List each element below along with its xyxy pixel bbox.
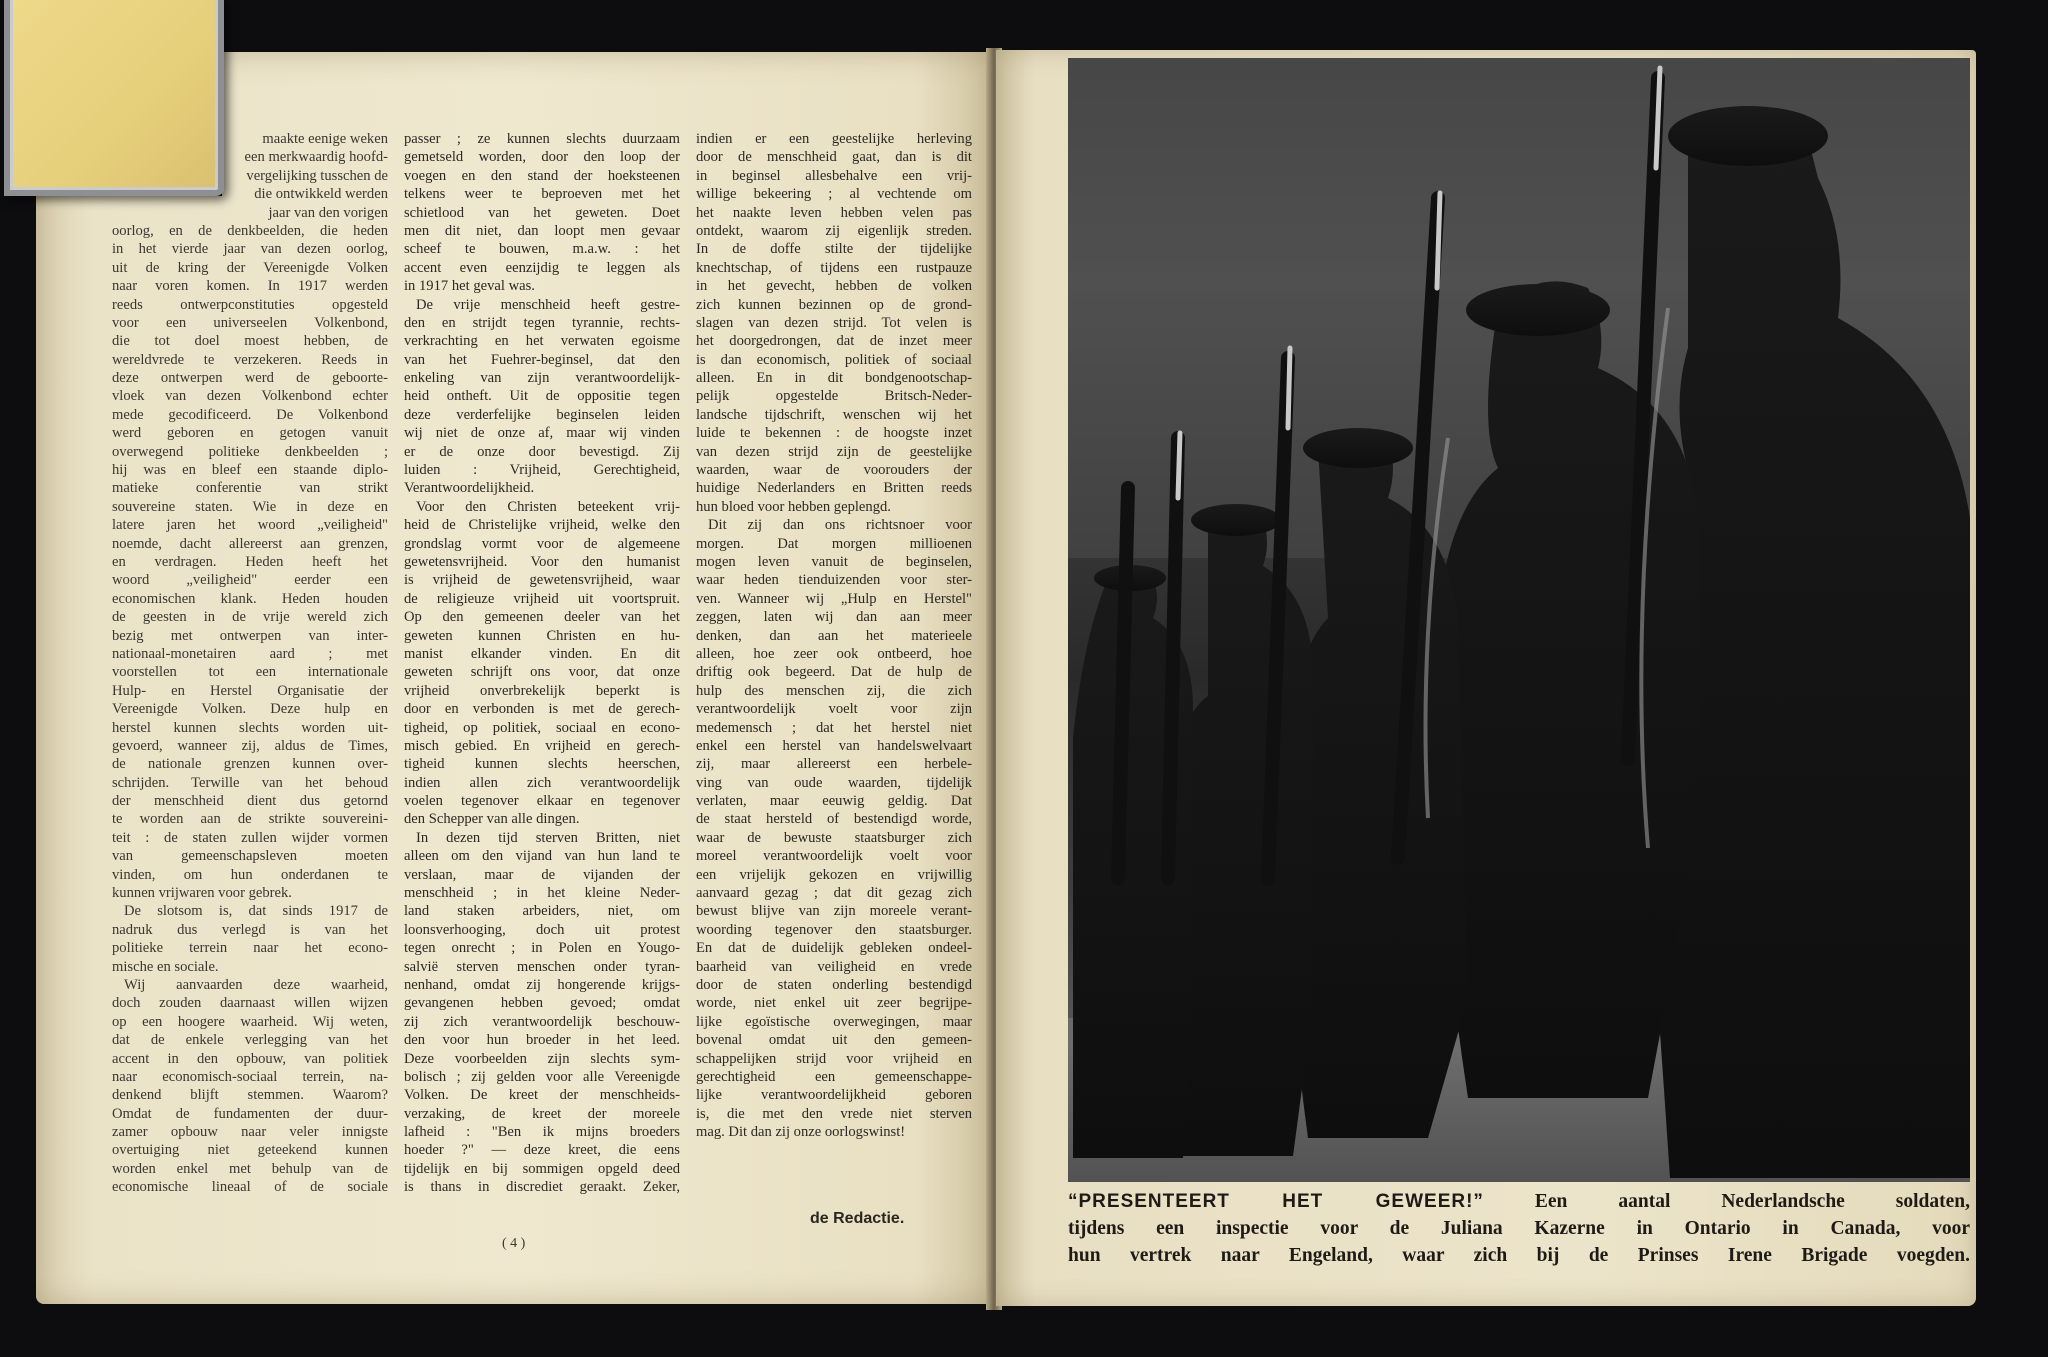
text-line: En dat de duidelijk gebleken ondeel- (696, 940, 972, 957)
text-line: vrijheid onverbrekelijk beperkt is (404, 682, 680, 699)
text-column-2 (404, 130, 680, 1197)
text-line: door de menschheid gaat, dan is dit (696, 149, 972, 166)
text-line: aanvaard gezag ; dat dit gezag zich (696, 885, 972, 902)
text-line: misch gebied. En vrijheid en gerech- (404, 737, 680, 754)
text-line: overtuiging niet geteekend kunnen (112, 1142, 388, 1159)
text-line: huidige Nederlanders en Britten reeds (696, 480, 972, 497)
text-line: gewetensvrijheid. Voor den humanist (404, 553, 680, 570)
text-line: heid ontheft. Uit de oppositie tegen (404, 388, 680, 405)
text-line: waar de bewuste staatsburger zich (696, 829, 972, 846)
text-line: Dit zij dan ons richtsnoer voor (708, 517, 972, 534)
text-line: is thans in discrediet geraakt. Zeker, (404, 1179, 680, 1196)
text-line: den Schepper van alle dingen. (404, 811, 580, 828)
text-line: gevangenen hebben gevoed; omdat (404, 995, 680, 1012)
caption-headline: “PRESENTEERT HET GEWEER!” (1068, 1191, 1484, 1212)
text-line: willige bekeering ; al vechtende om (696, 186, 972, 203)
text-line: schappelijken strijd voor vrijheid en (696, 1050, 972, 1067)
text-line: bezig met ontwerpen van inter- (112, 627, 388, 644)
text-line: tigheid, op politiek, sociaal en econo- (404, 719, 680, 736)
text-line: salvië sterven menschen onder tyran- (404, 958, 680, 975)
text-line: slagen van dezen strijd. Tot velen is (696, 314, 972, 331)
text-line: hoeder ?" — deze kreet, die eens (404, 1142, 680, 1159)
text-line: zij zich verantwoordelijk beschouw- (404, 1013, 680, 1030)
text-line: maakte eenige weken (262, 131, 388, 147)
sticker-frame (4, 0, 224, 196)
text-line: dat de enkele verlegging van het (112, 1032, 388, 1049)
text-line: der menschheid dient dus getornd (112, 793, 388, 810)
text-line: verkrachting en het verwaten egoisme (404, 333, 680, 350)
text-line: verzaking, de kreet der moreele (404, 1105, 680, 1122)
text-line: doch zouden daarnaast willen wijzen (112, 995, 388, 1012)
text-line: In dezen tijd sterven Britten, niet (416, 829, 680, 846)
text-line: noemde, dacht allereerst aan grenzen, (112, 535, 388, 552)
text-line: hun bloed voor hebben geplengd. (696, 498, 891, 515)
text-line: in beginsel allesbehalve een vrij- (696, 167, 972, 184)
text-line: nadruk dus verlegd is van het (112, 921, 388, 938)
text-line: bolisch ; zij gelden voor alle Vereenigde (404, 1068, 680, 1085)
text-line: overwegend politieke denkbeelden ; (112, 443, 388, 460)
text-line: vloek van dezen Volkenbond echter (112, 388, 388, 405)
text-line: Deze voorbeelden zijn slechts sym- (404, 1050, 680, 1067)
text-line: naar voren komen. In 1917 werden (112, 278, 388, 295)
text-line: deze verderfelijke beginselen leiden (404, 406, 680, 423)
text-line: geweten kunnen Christen en hu- (404, 627, 680, 644)
text-line: indien er een geestelijke herleving (696, 131, 972, 147)
text-line: wereldvrede te verzekeren. Reeds in (112, 351, 388, 368)
text-line: de geesten in de vrije wereld zich (112, 609, 388, 626)
soldiers-photograph (1068, 58, 1970, 1182)
text-line: voorstellen tot een internationale (112, 664, 388, 681)
text-line: vinden, om hun onderdanen te (112, 866, 388, 883)
right-page (996, 50, 1976, 1306)
text-line: een merkwaardig hoofd- (244, 149, 388, 166)
text-line: men dit niet, dan loopt men gevaar (404, 222, 680, 239)
text-line: van dezen strijd zijn de geestelijke (696, 443, 972, 460)
text-line: land staken arbeiders, niet, om (404, 903, 680, 920)
text-line: de nationale grenzen kunnen over- (112, 756, 388, 773)
text-line: denken, dan aan het materieele (696, 627, 972, 644)
text-line: gerechtigheid een gemeenschappe- (696, 1068, 972, 1085)
yellow-sticker-holder (0, 0, 222, 196)
text-line: schrijden. Terwille van het behoud (112, 774, 388, 791)
caption-line: hun vertrek naar Engeland, waar zich bij de Prinses Irene Brigade voegden. (1068, 1245, 1970, 1266)
text-line: alleen, hoe zeer ook ontbeerd, hoe (696, 645, 972, 662)
text-line: woording tegenover den staatsburger. (696, 921, 972, 938)
text-line: zich kunnen bezinnen op de grond- (696, 296, 972, 313)
text-column-1 (112, 130, 388, 1197)
text-line: deze ontwerpen werd de geboorte- (112, 370, 388, 387)
text-line: ving van oude waarden, tijdelijk (696, 774, 972, 791)
text-line: loonsverhooging, doch uit protest (404, 921, 680, 938)
text-line: voor een universeelen Volkenbond, (112, 314, 388, 331)
text-line: verlaten, maar eeuwig geldig. Dat (696, 793, 972, 810)
text-line: herstel kunnen slechts worden uit- (112, 719, 388, 736)
text-line: den en strijdt tegen tyrannie, rechts- (404, 314, 680, 331)
text-line: het naakte leven hebben velen pas (696, 204, 972, 221)
text-line: accent even eenzijdig te leggen als (404, 259, 680, 276)
text-line: die ontwikkeld werden (254, 186, 388, 203)
text-line: er de onze door bevestigd. Zij (404, 443, 680, 460)
text-line: tigheid kunnen slechts heerschen, (404, 756, 680, 773)
text-line: lafheid : "Ben ik mijns broeders (404, 1124, 680, 1141)
text-line: nenhand, omdat zij hongerende krijgs- (404, 976, 680, 993)
text-line: bovenal omdat uit den gemeen- (696, 1032, 972, 1049)
text-line: door en verbonden is met de gerech- (404, 701, 680, 718)
text-line: werd geboren en getogen vanuit (112, 425, 388, 442)
text-line: mede gecodificeerd. De Volkenbond (112, 406, 388, 423)
caption-text: Een aantal Nederlandsche soldaten, (1534, 1191, 1970, 1212)
text-line: indien allen zich verantwoordelijk (404, 774, 680, 791)
text-line: enkeling van zijn verantwoordelijk- (404, 370, 680, 387)
text-line: naar economisch-sociaal terrein, na- (112, 1068, 388, 1085)
text-line: vergelijking tusschen de (246, 167, 388, 184)
text-line: zamer opbouw naar veler innigste (112, 1124, 388, 1141)
text-line: uit de kring der Vereenigde Volken (112, 259, 388, 276)
text-line: te worden aan de strikte souvereini- (112, 811, 388, 828)
text-line: luiden : Vrijheid, Gerechtigheid, (404, 462, 680, 479)
text-line: is vrijheid de gewetensvrijheid, waar (404, 572, 680, 589)
editorial-signature: de Redactie. (810, 1210, 905, 1227)
text-line: Op den gemeenen deeler van het (404, 609, 680, 626)
text-line: de religieuze vrijheid uit voortspruit. (404, 590, 680, 607)
caption-line: tijdens een inspectie voor de Juliana Kazerne in Ontario in Canada, voor (1068, 1218, 1970, 1239)
text-line: luide te bekennen : de hoogste inzet (696, 425, 972, 442)
text-line: hulp des menschen zij, die zich (696, 682, 972, 699)
text-line: gemetseld worden, door den loop der (404, 149, 680, 166)
text-line: knechtschap, of tijdens een rustpauze (696, 259, 972, 276)
text-line: ven. Wanneer wij „Hulp en Herstel" (696, 590, 972, 607)
text-line: Hulp- en Herstel Organisatie der (112, 682, 388, 699)
text-line: de staat hersteld of bestendigd worde, (696, 811, 972, 828)
text-line: lijke egoïstische overwegingen, maar (696, 1013, 972, 1030)
text-line: accent in den opbouw, van politiek (112, 1050, 388, 1067)
text-line: Wij aanvaarden deze waarheid, (124, 976, 388, 993)
text-line: en verdragen. Heden heeft het (112, 553, 388, 570)
text-line: tijdelijk en bij sommigen opgeld deed (404, 1160, 680, 1177)
text-line: alleen om den vijand van hun land te (404, 848, 680, 865)
text-line: menschheid ; in het kleine Neder- (404, 885, 680, 902)
text-line: morgen. Dat morgen millioenen (696, 535, 972, 552)
text-line: In de doffe stilte der tijdelijke (696, 241, 972, 258)
text-line: waarden, waar de voorouders der (696, 462, 972, 479)
text-line: verslaan, maar de vijanden der (404, 866, 680, 883)
text-line: grondslag vormt voor de algemeene (404, 535, 680, 552)
text-line: latere jaren het woord „veiligheid" (112, 517, 388, 534)
text-line: zij, maar allereerst een herbele- (696, 756, 972, 773)
text-line: worde, niet enkel uit zeer begrijpe- (696, 995, 972, 1012)
text-line: in het gevecht, hebben de volken (696, 278, 972, 295)
text-line: door de staten onderling bestendigd (696, 976, 972, 993)
text-line: Vereenigde Volken. Deze hulp en (112, 701, 388, 718)
text-line: is dan economisch, politiek of sociaal (696, 351, 972, 368)
text-line: verantwoordelijk voelt voor zijn (696, 701, 972, 718)
text-line: telkens weer te beproeven met het (404, 186, 680, 203)
text-line: driftig ook begeerd. Dat de hulp de (696, 664, 972, 681)
text-line: Omdat de fundamenten der duur- (112, 1105, 388, 1122)
text-line: medemensch ; dat het herstel niet (696, 719, 972, 736)
text-line: Voor den Christen beteekent vrij- (416, 498, 680, 515)
page-number: ( 4 ) (502, 1236, 526, 1251)
left-page (36, 52, 992, 1304)
text-line: matieke conferentie van strikt (112, 480, 388, 497)
text-line: ontdekt, waarom zij eigenlijk streden. (696, 222, 972, 239)
text-line: den voor hun broeder in het leed. (404, 1032, 680, 1049)
text-line: economischen klank. Heden houden (112, 590, 388, 607)
text-line: bewust blijve van zijn moreele verant- (696, 903, 972, 920)
text-line: het doorgedrongen, dat de inzet meer (696, 333, 972, 350)
text-line: worden enkel met behulp van de (112, 1160, 388, 1177)
text-line: zeggen, laten wij dan aan meer (696, 609, 972, 626)
text-line: manist elkander vinden. En dit (404, 645, 680, 662)
text-line: pelijk opgestelde Britsch-Neder- (696, 388, 972, 405)
text-line: economische lineaal of de sociale (112, 1179, 388, 1196)
text-line: in 1917 het geval was. (404, 278, 535, 295)
text-line: waar heden tienduizenden voor ster- (696, 572, 972, 589)
soldiers-silhouettes (1068, 58, 1970, 1182)
text-line: nationaal-monetairen aard ; met (112, 645, 388, 662)
text-line: heid de Christelijke vrijheid, welke den (404, 517, 680, 534)
text-line: voelen tegenover elkaar en tegenover (404, 793, 680, 810)
text-line: hij was en bleef een staande diplo- (112, 462, 388, 479)
text-line: in het vierde jaar van dezen oorlog, (112, 241, 388, 258)
text-line: gevoerd, wanneer zij, aldus de Times, (112, 737, 388, 754)
text-line: mische en sociale. (112, 958, 219, 975)
text-line: souvereine staten. Wie in deze en (112, 498, 388, 515)
text-line: een vrijelijk gekozen en vrijwillig (696, 866, 972, 883)
text-line: van gemeenschapsleven moeten (112, 848, 388, 865)
caption-line (1068, 1188, 1970, 1215)
text-line: moreel verantwoordelijk voelt voor (696, 848, 972, 865)
text-line: teit : de staten zullen wijder vormen (112, 829, 388, 846)
text-line: landsche tijdschrift, wenschen wij het (696, 406, 972, 423)
text-line: van het Fuehrer-beginsel, dat den (404, 351, 680, 368)
text-line: De slotsom is, dat sinds 1917 de (124, 903, 388, 920)
text-line: politieke terrein naar het econo- (112, 940, 388, 957)
text-line: mag. Dit dan zij onze oorlogswinst! (696, 1124, 906, 1141)
text-line: woord „veiligheid" eerder een (112, 572, 388, 589)
text-line: die tot doel moest hebben, de (112, 333, 388, 350)
text-line: De vrije menschheid heeft gestre- (416, 296, 680, 313)
text-line: oorlog, en de denkbeelden, die heden (112, 222, 388, 239)
text-line: denkend blijft stemmen. Waarom? (112, 1087, 388, 1104)
text-line: mogen leven vanuit de beginselen, (696, 553, 972, 570)
text-line: kunnen vrijwaren voor gebrek. (112, 885, 292, 902)
text-line: Verantwoordelijkheid. (404, 480, 535, 497)
text-line: alleen. En in dit bondgenootschap- (696, 370, 972, 387)
text-line: scheef te bouwen, m.a.w. : het (404, 241, 680, 258)
text-line: op een hoogere waarheid. Wij weten, (112, 1013, 388, 1030)
text-column-3 (696, 130, 972, 1141)
text-line: enkel een herstel van handelswelvaart (696, 737, 972, 754)
text-line: baarheid van veiligheid en vrede (696, 958, 972, 975)
text-line: tegen onrecht ; in Polen en Yougo- (404, 940, 680, 957)
text-line: reeds ontwerpconstituties opgesteld (112, 296, 388, 313)
text-line: is, die met den vrede niet sterven (696, 1105, 972, 1122)
text-line: lijke verantwoordelijkheid geboren (696, 1087, 972, 1104)
text-line: jaar van den vorigen (268, 204, 388, 221)
photo-caption (1068, 1188, 1970, 1269)
text-line: geweten schrijft ons voor, dat onze (404, 664, 680, 681)
text-line: wij niet de onze af, maar wij vinden (404, 425, 680, 442)
text-line: passer ; ze kunnen slechts duurzaam (404, 131, 680, 147)
text-line: voegen en den stand der hoeksteenen (404, 167, 680, 184)
text-line: schietlood van het geweten. Doet (404, 204, 680, 221)
text-line: Volken. De kreet der menschheids- (404, 1087, 680, 1104)
